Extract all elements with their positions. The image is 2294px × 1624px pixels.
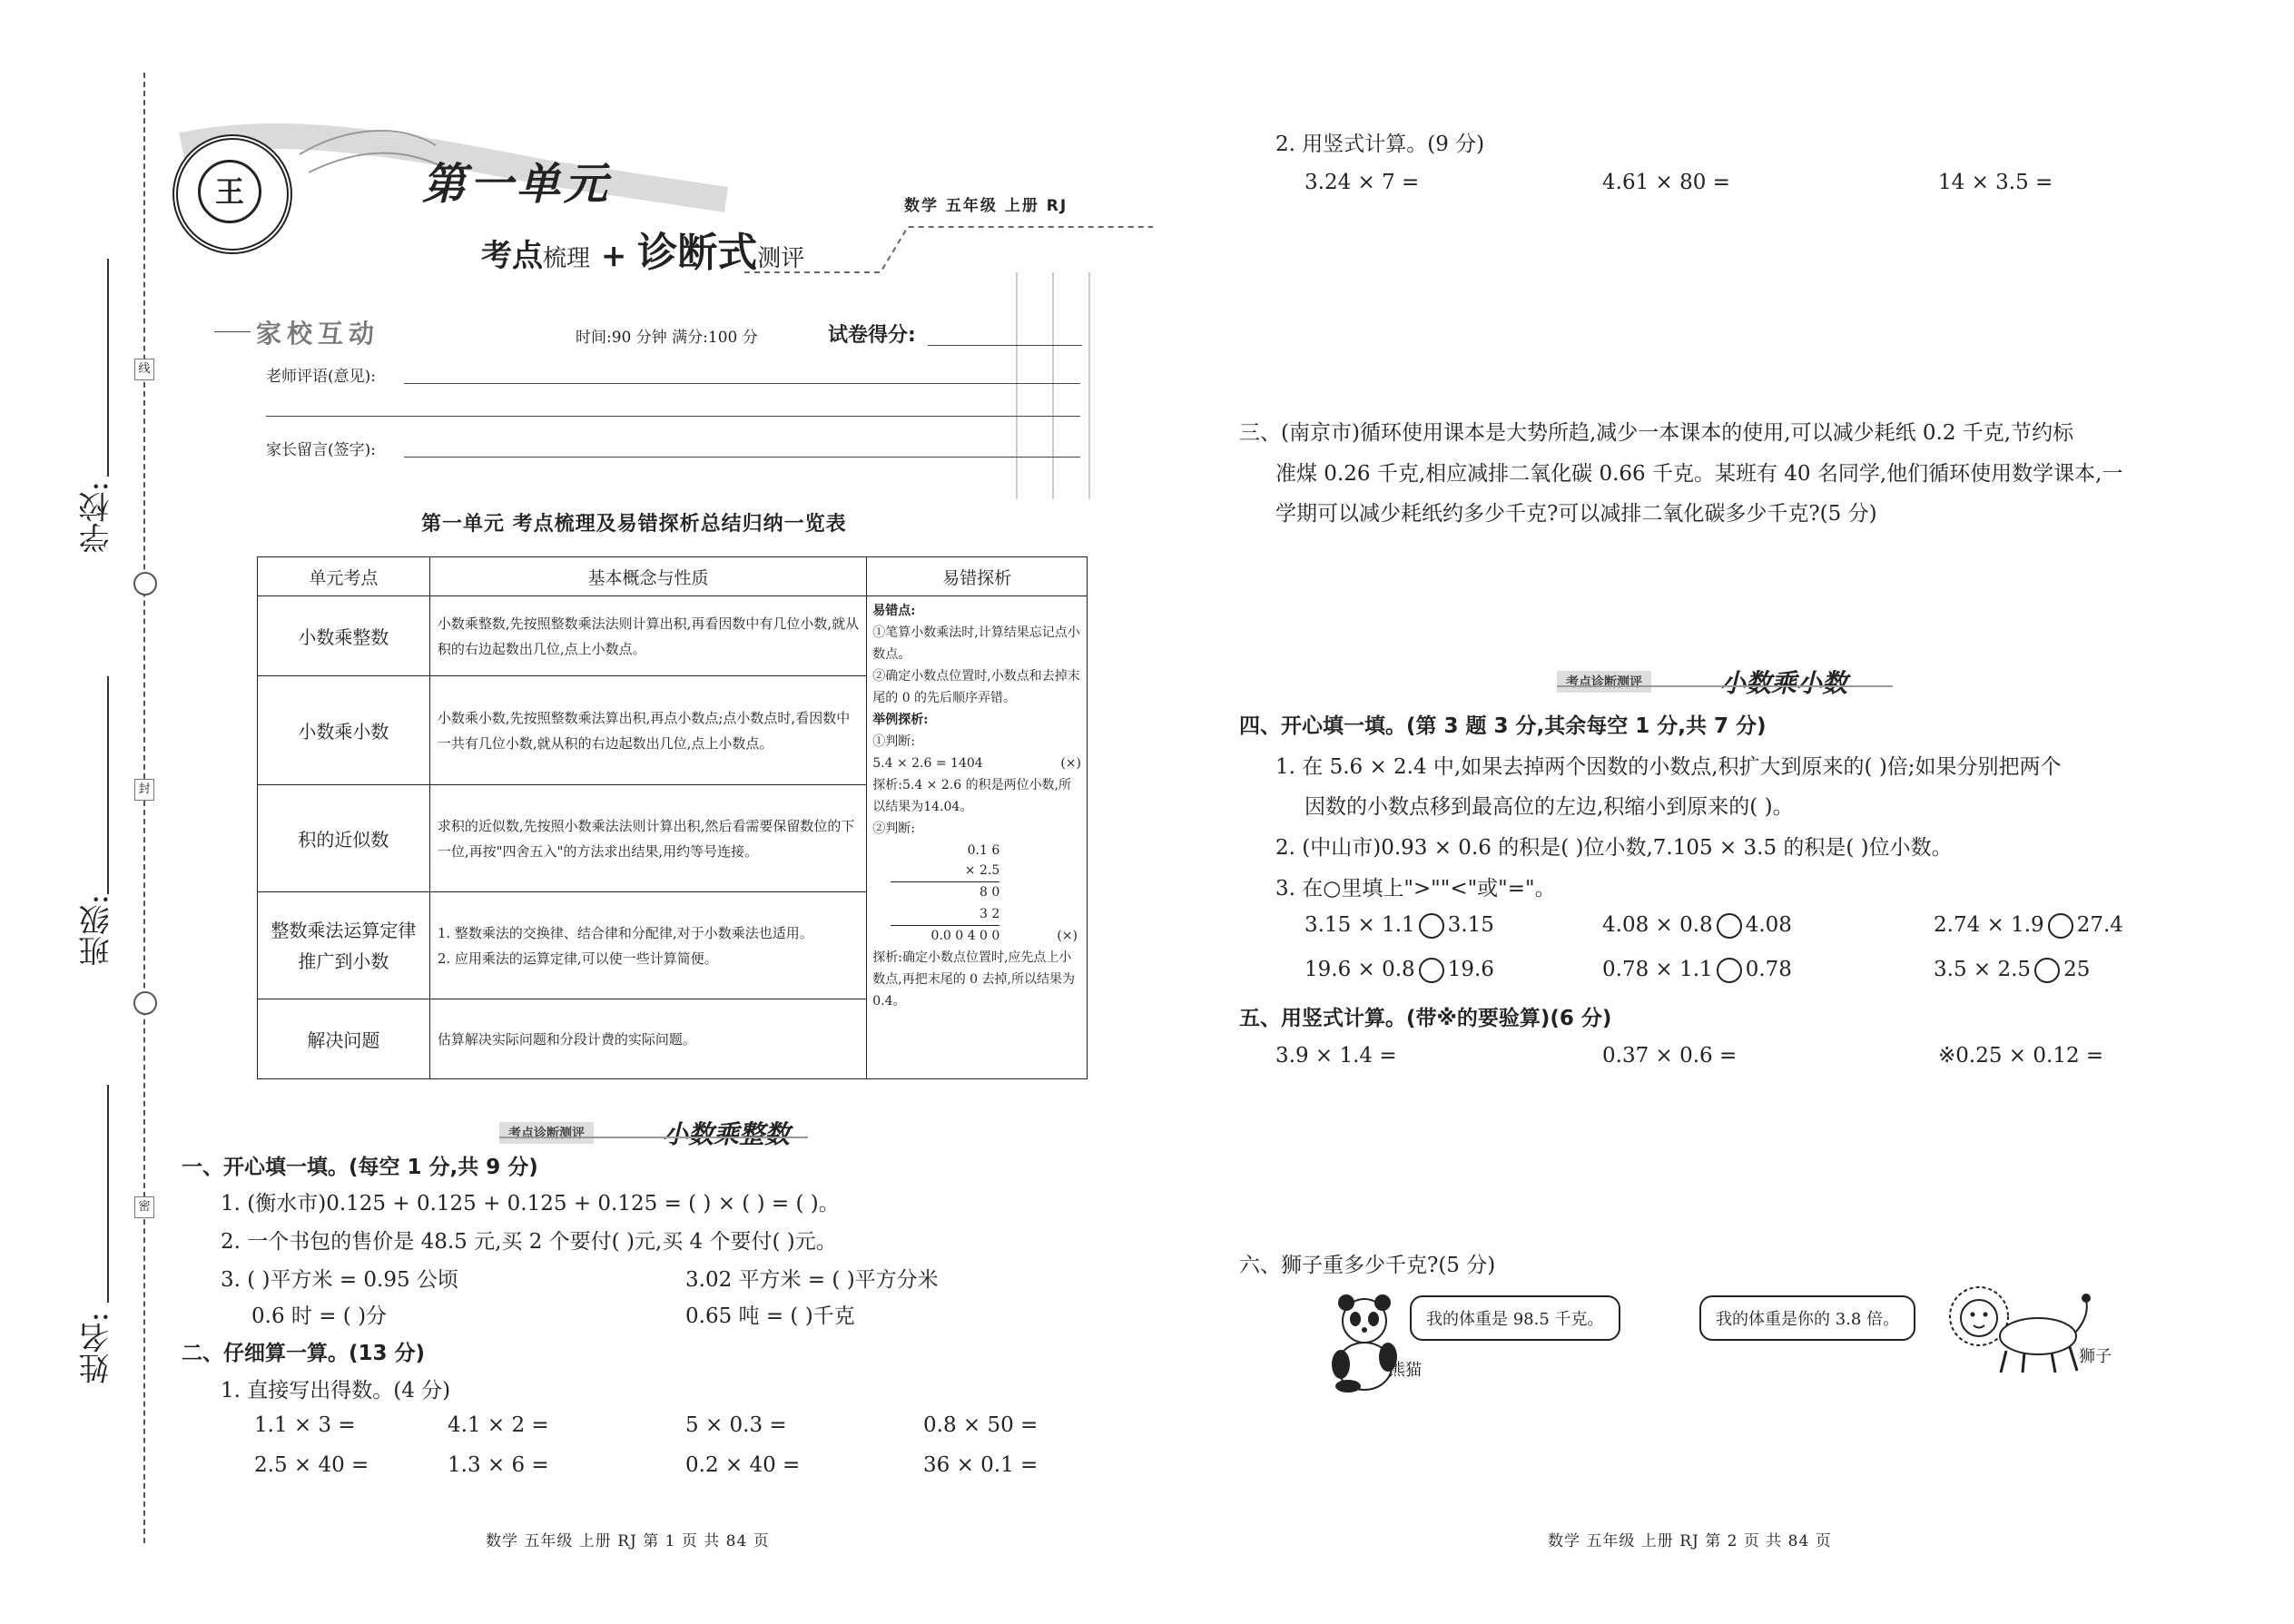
concept-line: 1. 整数乘法的交换律、结合律和分配律,对于小数乘法也适用。 [437, 924, 813, 941]
calc-item: 1.3 × 6 = [448, 1453, 549, 1477]
teacher-comment-line-2[interactable] [266, 416, 1080, 417]
column-header: 基本概念与性质 [429, 557, 866, 596]
parent-comment-line[interactable] [404, 457, 1080, 458]
summary-table [257, 556, 1088, 1079]
table-row [258, 596, 1088, 676]
section-3-line-2: 准煤 0.26 千克,相应减排二氧化碳 0.66 千克。某班有 40 名同学,他们循环使用数学课本,一 [1275, 462, 2123, 486]
home-school-heading: 家校互动 [256, 319, 380, 349]
calc-line: 0.0 0 4 0 0 [930, 929, 1000, 943]
concept-cell: 估算解决实际问题和分段计费的实际问题。 [429, 999, 866, 1079]
judge-2-label: ②判断: [872, 822, 915, 836]
concept-cell: 小数乘整数,先按照整数乘法法则计算出积,再看因数中有几位小数,就从积的右边起数出几位,点上小数点。 [429, 596, 866, 676]
judge-1-note: 探析:5.4 × 2.6 的积是两位小数,所以结果为14.04。 [872, 778, 1072, 814]
vertical-calc-item: 0.37 × 0.6 = [1602, 1044, 1738, 1068]
compare-item: 19.6 × 0.8 19.6 [1305, 958, 1494, 981]
compare-item: 3.5 × 2.5 25 [1934, 958, 2091, 981]
name-field-line[interactable] [107, 1085, 109, 1303]
score-field[interactable] [928, 345, 1082, 346]
table-header-row [258, 557, 1088, 596]
concept-line: 2. 应用乘法的运算定律,可以使一些计算简便。 [437, 950, 718, 967]
question-1-3a: 3. ( )平方米 = 0.95 公顷 [221, 1268, 458, 1292]
calc-line: × 2.5 [891, 860, 999, 882]
compare-item: 2.74 × 1.9 27.4 [1934, 913, 2123, 937]
binding-mark-close: 密 [134, 1196, 154, 1218]
judge-2-note: 探析:确定小数点位置时,应先点上小数点,再把末尾的 0 去掉,所以结果为 0.4。 [872, 950, 1075, 1009]
question-4-1a: 1. 在 5.6 × 2.4 中,如果去掉两个因数的小数点,积扩大到原来的( )倍;如果分别把两个 [1275, 755, 2062, 779]
banner-title: 小数乘整数 [663, 1119, 791, 1149]
name-label: 姓名: [79, 1312, 115, 1384]
summary-table-title: 第一单元 考点梳理及易错探析总结归纳一览表 [421, 513, 847, 536]
corner-lines-decoration [999, 272, 1144, 508]
question-2-1: 1. 直接写出得数。(4 分) [221, 1379, 451, 1403]
class-field-line[interactable] [107, 676, 109, 894]
section-1-heading: 一、开心填一填。(每空 1 分,共 9 分) [182, 1156, 538, 1179]
section-6-heading: 六、狮子重多少千克?(5 分) [1239, 1254, 1496, 1277]
compare-circle[interactable] [1419, 958, 1444, 983]
section-3-line-1: 三、(南京市)循环使用课本是大势所趋,减少一本课本的使用,可以减少耗纸 0.2 千克,节约标 [1239, 421, 2074, 445]
section-5-heading: 五、用竖式计算。(带※的要验算)(6 分) [1239, 1007, 1612, 1030]
judge-1-mark: (×) [1060, 756, 1081, 771]
binding-mark-line: 线 [134, 359, 154, 380]
banner-rule [499, 1137, 808, 1138]
vertical-calc-item: 3.24 × 7 = [1305, 171, 1420, 194]
page-footer-right: 数学 五年级 上册 RJ 第 2 页 共 84 页 [1548, 1532, 1832, 1550]
question-1-3c: 0.6 时 = ( )分 [251, 1304, 388, 1328]
teacher-comment-label: 老师评语(意见): [266, 368, 376, 386]
error-label: 易错点: [872, 604, 916, 618]
topic-cell: 小数乘小数 [258, 676, 430, 785]
calc-item: 36 × 0.1 = [923, 1453, 1039, 1477]
column-header: 单元考点 [258, 557, 430, 596]
section-2-heading: 二、仔细算一算。(13 分) [182, 1342, 426, 1365]
vertical-calculation [872, 840, 1081, 947]
topic-cell: 解决问题 [258, 999, 430, 1079]
calc-line: 8 0 [979, 885, 1000, 900]
banner-title: 小数乘小数 [1720, 668, 1848, 698]
question-1-1: 1. (衡水市)0.125 + 0.125 + 0.125 + 0.125 = ( ) × ( ) = ( )。 [221, 1192, 840, 1216]
error-analysis-cell [867, 596, 1088, 1079]
concept-cell [429, 892, 866, 999]
error-point-1: ①笔算小数乘法时,计算结果忘记点小数点。 [872, 625, 1080, 662]
class-label: 班级: [79, 894, 115, 967]
grade-tag: 数学 五年级 上册 RJ [904, 197, 1068, 215]
error-point-2: ②确定小数点位置时,小数点和去掉末尾的 0 的先后顺序弄错。 [872, 669, 1080, 705]
calc-line: 0.1 6 [967, 843, 1000, 858]
judge-1-row [872, 753, 1081, 774]
parent-comment-label: 家长留言(签字): [266, 441, 376, 459]
concept-cell: 求积的近似数,先按照小数乘法法则计算出积,然后看需要保留数位的下一位,再按"四舍五入"的方法求出结果,用约等号连接。 [429, 785, 866, 892]
concept-cell: 小数乘小数,先按照整数乘法算出积,再点小数点;点小数点时,看因数中一共有几位小数,就从积的右边起数出几位,点上小数点。 [429, 676, 866, 785]
example-label: 举例探析: [872, 713, 929, 727]
compare-item: 4.08 × 0.8 4.08 [1602, 913, 1792, 937]
question-2-2: 2. 用竖式计算。(9 分) [1275, 133, 1485, 156]
page-footer-left: 数学 五年级 上册 RJ 第 1 页 共 84 页 [486, 1532, 770, 1550]
score-label: 试卷得分: [828, 324, 916, 347]
compare-circle[interactable] [1717, 958, 1742, 983]
calc-item: 1.1 × 3 = [254, 1413, 356, 1437]
banner-rule [1557, 685, 1893, 687]
banner-tag: 考点诊断测评 [499, 1122, 594, 1144]
lion-label: 狮子 [2079, 1347, 2112, 1366]
lion-speech-bubble: 我的体重是你的 3.8 倍。 [1699, 1295, 1915, 1341]
question-4-3: 3. 在○里填上">""<"或"="。 [1275, 877, 1556, 901]
logo-char: 王 [198, 160, 261, 223]
calc-item: 4.1 × 2 = [448, 1413, 549, 1437]
lion-icon [1934, 1280, 2097, 1380]
teacher-comment-line-1[interactable] [404, 383, 1080, 384]
page-subtitle: 考点梳理 + 诊断式测评 [481, 230, 805, 276]
topic-cell: 积的近似数 [258, 785, 430, 892]
calc-item: 0.8 × 50 = [923, 1413, 1039, 1437]
topic-cell: 小数乘整数 [258, 596, 430, 676]
judge-1-label: ①判断: [872, 734, 915, 749]
school-label: 学校: [79, 481, 115, 554]
calc-item: 5 × 0.3 = [685, 1413, 787, 1437]
question-1-3d: 0.65 吨 = ( )千克 [685, 1304, 855, 1328]
vertical-calc-item: 14 × 3.5 = [1938, 171, 2053, 194]
school-field-line[interactable] [107, 259, 109, 477]
banner-tag: 考点诊断测评 [1557, 671, 1651, 693]
judge-1-equation: 5.4 × 2.6 = 1404 [872, 756, 983, 771]
compare-circle[interactable] [2034, 958, 2060, 983]
compare-item: 3.15 × 1.1 3.15 [1305, 913, 1494, 937]
binding-mark-seal: 封 [134, 779, 154, 801]
section-banner [1557, 667, 1893, 698]
unit-title: 第一单元 [422, 159, 612, 210]
panda-speech-bubble: 我的体重是 98.5 千克。 [1410, 1295, 1620, 1341]
vertical-calc-item: 3.9 × 1.4 = [1275, 1044, 1397, 1068]
judge-2-mark: (×) [1057, 929, 1078, 943]
heading-rule [214, 331, 251, 332]
section-banner [499, 1118, 808, 1149]
calc-item: 2.5 × 40 = [254, 1453, 369, 1477]
section-4-heading: 四、开心填一填。(第 3 题 3 分,其余每空 1 分,共 7 分) [1239, 714, 1767, 738]
compare-circle[interactable] [2048, 913, 2073, 939]
question-4-2: 2. (中山市)0.93 × 0.6 的积是( )位小数,7.105 × 3.5 的积是( )位小数。 [1275, 836, 1953, 860]
vertical-calc-item: ※0.25 × 0.12 = [1938, 1044, 2104, 1068]
publisher-logo [172, 134, 292, 254]
binding-ring [133, 572, 157, 595]
question-1-3b: 3.02 平方米 = ( )平方分米 [685, 1268, 939, 1292]
calc-line: 3 2 [891, 903, 999, 926]
section-3-line-3: 学期可以减少耗纸约多少千克?可以减排二氧化碳多少千克?(5 分) [1275, 502, 1877, 526]
compare-circle[interactable] [1419, 913, 1444, 939]
question-4-1b: 因数的小数点移到最高位的左边,积缩小到原来的( )。 [1305, 795, 1794, 819]
vertical-calc-item: 4.61 × 80 = [1602, 171, 1730, 194]
binding-ring [133, 991, 157, 1015]
panda-label: 熊猫 [1389, 1361, 1422, 1380]
column-header: 易错探析 [867, 557, 1088, 596]
binding-dashed-line [143, 73, 145, 1543]
calc-item: 0.2 × 40 = [685, 1453, 801, 1477]
compare-circle[interactable] [1717, 913, 1742, 939]
compare-item: 0.78 × 1.1 0.78 [1602, 958, 1792, 981]
question-1-2: 2. 一个书包的售价是 48.5 元,买 2 个要付( )元,买 4 个要付( )元。 [221, 1230, 837, 1254]
topic-cell: 整数乘法运算定律推广到小数 [258, 892, 430, 999]
exam-info: 时间:90 分钟 满分:100 分 [576, 329, 758, 347]
